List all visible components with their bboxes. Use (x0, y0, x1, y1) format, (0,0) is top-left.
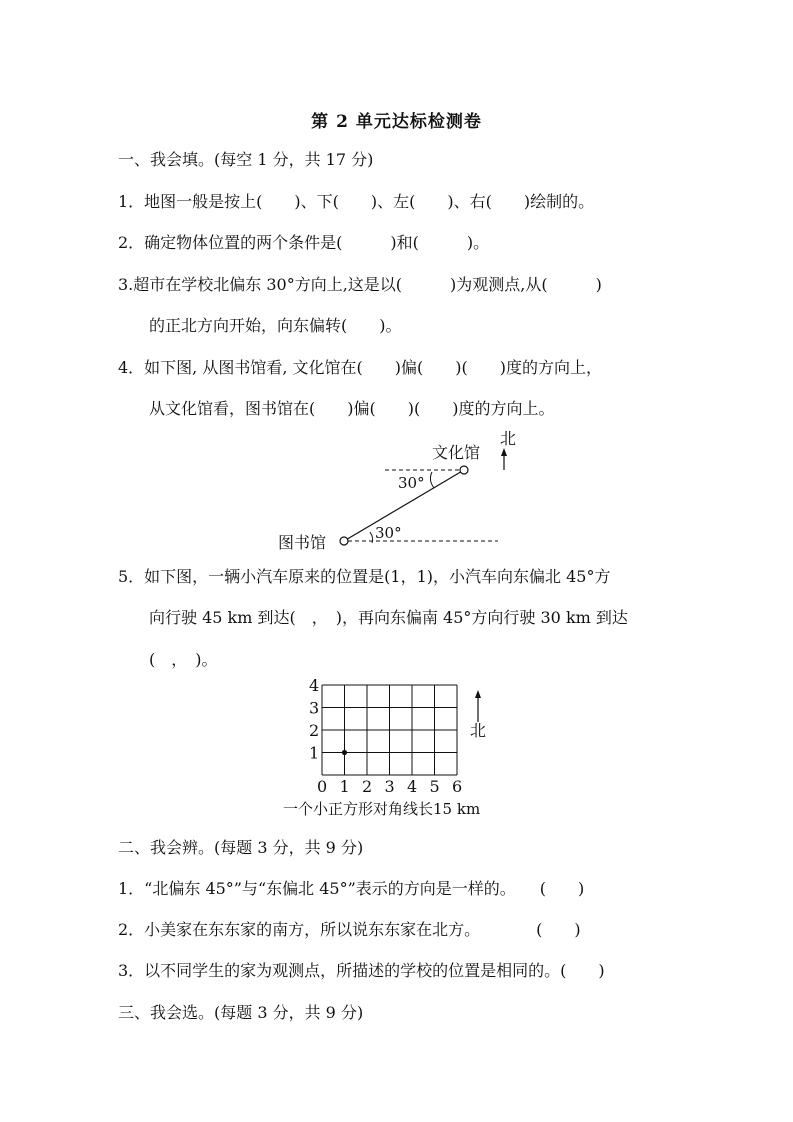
page-title: 第 2 单元达标检测卷 (311, 112, 482, 132)
angle-label-bottom: 30° (375, 524, 402, 542)
section-1-heading: 一、我会填。(每空 1 分，共 17 分) (118, 150, 374, 169)
angle-arc-top (430, 472, 434, 488)
library-label: 图书馆 (278, 533, 327, 552)
question-1-2: 2．确定物体位置的两个条件是( )和( )。 (118, 233, 490, 252)
grid-lines (322, 685, 457, 775)
y-tick-label: 2 (309, 721, 320, 740)
direction-figure (270, 420, 517, 560)
north-label-2: 北 (470, 721, 487, 740)
north-arrow-icon-2 (475, 690, 481, 698)
question-1-5-line2: 向行驶 45 km 到达( ， )，再向东偏南 45°方向行驶 30 km 到达 (149, 608, 628, 627)
north-label: 北 (500, 429, 517, 448)
judge-2: 2．小美家在东东家的南方，所以说东东家在北方。 ( ) (118, 920, 581, 939)
x-tick-label: 4 (407, 777, 418, 796)
x-axis-labels (317, 777, 462, 796)
question-1-5-line1: 5．如下图，一辆小汽车原来的位置是(1，1)，小汽车向东偏北 45°方 (118, 567, 611, 586)
culture-center-marker (460, 466, 468, 474)
north-arrow-icon (501, 448, 507, 456)
x-tick-label: 3 (384, 777, 395, 796)
angle-label-top: 30° (398, 474, 425, 492)
grid-figure (280, 672, 520, 822)
question-1-1: 1．地图一般是按上( )、下( )、左( )、右( )绘制的。 (118, 192, 595, 211)
question-1-5-line3: ( ， )。 (149, 650, 218, 669)
judge-1: 1．“北偏东 45°”与“东偏北 45°”表示的方向是一样的。 ( ) (118, 879, 585, 898)
judge-3: 3．以不同学生的家为观测点，所描述的学校的位置是相同的。( ) (118, 961, 605, 980)
car-start-point (342, 750, 347, 755)
x-tick-label: 0 (317, 777, 328, 796)
library-marker (340, 537, 348, 545)
x-tick-label: 6 (452, 777, 463, 796)
question-1-4-line1: 4．如下图, 从图书馆看, 文化馆在( )偏( )( )度的方向上， (118, 358, 602, 377)
section-3-heading: 三、我会选。(每题 3 分，共 9 分) (118, 1003, 364, 1022)
section-2-heading: 二、我会辨。(每题 3 分，共 9 分) (118, 838, 364, 857)
culture-center-label: 文化馆 (432, 443, 481, 462)
question-1-4-line2: 从文化馆看，图书馆在( )偏( )( )度的方向上。 (149, 399, 555, 418)
x-tick-label: 5 (429, 777, 440, 796)
y-tick-label: 1 (309, 743, 320, 763)
x-tick-label: 2 (362, 777, 373, 796)
x-tick-label: 1 (339, 777, 350, 796)
y-axis-labels (309, 676, 319, 763)
question-1-3-line1: 3.超市在学校北偏东 30°方向上,这是以( )为观测点,从( ) (118, 275, 602, 294)
y-tick-label: 3 (309, 698, 320, 718)
question-1-3-line2: 的正北方向开始，向东偏转( )。 (149, 316, 402, 335)
grid-caption: 一个小正方形对角线长15 km (283, 800, 481, 818)
y-tick-label: 4 (309, 676, 320, 695)
